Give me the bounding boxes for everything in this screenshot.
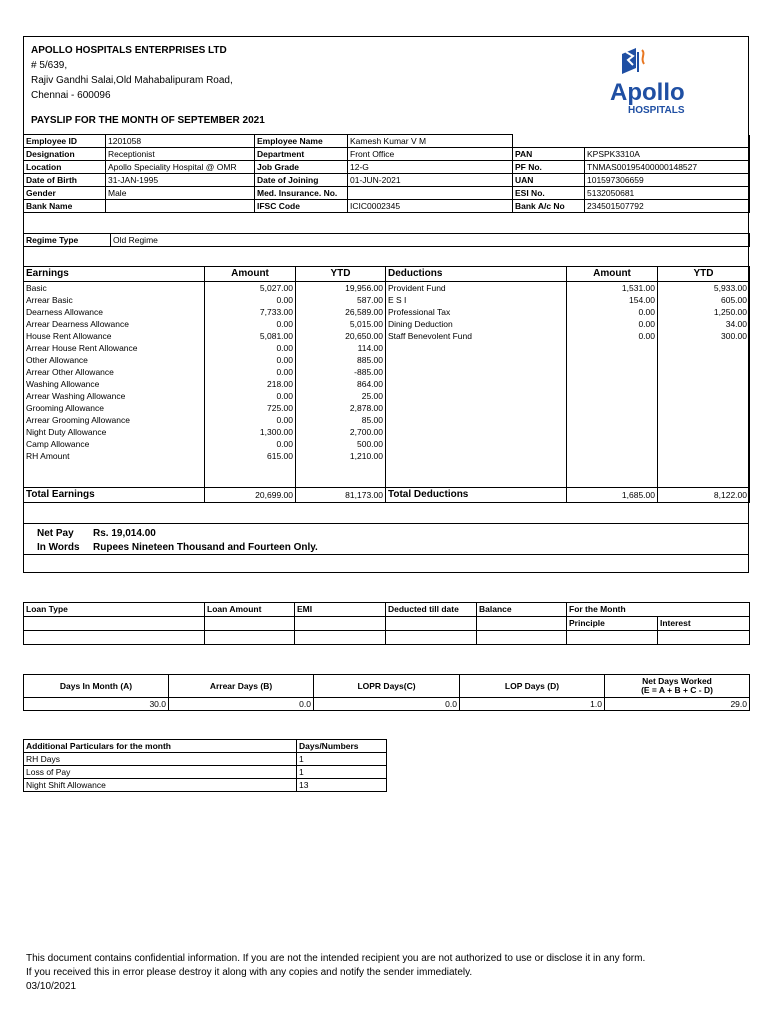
department-label: Department	[255, 148, 348, 161]
regime-label: Regime Type	[24, 234, 111, 247]
deduction-ytd	[658, 378, 750, 390]
total-deductions-amount: 1,685.00	[567, 488, 658, 503]
empty-cell	[296, 462, 386, 488]
apollo-logo	[606, 46, 698, 118]
deduction-amount: 154.00	[567, 294, 658, 306]
empty-cell	[205, 462, 296, 488]
empty-cell	[205, 631, 295, 645]
days-table	[23, 674, 750, 711]
total-earnings-ytd: 81,173.00	[296, 488, 386, 503]
deduction-name	[386, 378, 567, 390]
deduction-amount: 0.00	[567, 306, 658, 318]
table-row	[24, 366, 750, 378]
uan-value: 101597306659	[585, 174, 750, 187]
empty-cell	[24, 462, 205, 488]
deduction-name	[386, 414, 567, 426]
table-row	[24, 330, 750, 342]
company-address-2: Rajiv Gandhi Salai,Old Mahabalipuram Road,	[31, 75, 233, 86]
deductions-amount-header: Amount	[567, 267, 658, 282]
pf-label: PF No.	[513, 161, 585, 174]
additional-value: 1	[297, 753, 387, 766]
table-row	[24, 450, 750, 462]
earning-amount: 218.00	[205, 378, 296, 390]
uan-label: UAN	[513, 174, 585, 187]
table-row	[24, 753, 387, 766]
additional-header-days: Days/Numbers	[297, 740, 387, 753]
additional-value: 13	[297, 779, 387, 792]
earning-amount: 0.00	[205, 342, 296, 354]
deduction-name	[386, 390, 567, 402]
table-row	[24, 354, 750, 366]
earnings-amount-header: Amount	[205, 267, 296, 282]
earning-ytd: 20,650.00	[296, 330, 386, 342]
earning-name: RH Amount	[24, 450, 205, 462]
total-deductions-ytd: 8,122.00	[658, 488, 750, 503]
earning-name: House Rent Allowance	[24, 330, 205, 342]
empty-cell	[24, 631, 205, 645]
account-label: Bank A/c No	[513, 200, 585, 213]
earning-name: Washing Allowance	[24, 378, 205, 390]
esi-value: 5132050681	[585, 187, 750, 200]
deduction-name: E S I	[386, 294, 567, 306]
earning-amount: 7,733.00	[205, 306, 296, 318]
deduction-ytd	[658, 390, 750, 402]
footer-line-2: If you received this in error please destroy it along with any copies and notify the sender immediately.	[26, 967, 473, 978]
additional-header: Additional Particulars for the month	[24, 740, 297, 753]
net-days-header-line1: Net Days Worked	[642, 676, 712, 686]
empty-cell	[567, 631, 658, 645]
deduction-ytd	[658, 402, 750, 414]
regime-value: Old Regime	[111, 234, 750, 247]
company-block	[31, 43, 233, 103]
loan-amount-header: Loan Amount	[205, 603, 295, 617]
deduction-name	[386, 402, 567, 414]
pf-value: TNMAS00195400000148527	[585, 161, 750, 174]
deduction-ytd: 34.00	[658, 318, 750, 330]
employee-name-label: Employee Name	[255, 135, 348, 148]
loan-type-header: Loan Type	[24, 603, 205, 617]
earning-name: Other Allowance	[24, 354, 205, 366]
apollo-logo-icon	[606, 46, 698, 118]
additional-value: 1	[297, 766, 387, 779]
days-in-month-value: 30.0	[24, 698, 169, 711]
job-grade-label: Job Grade	[255, 161, 348, 174]
deduction-amount	[567, 402, 658, 414]
net-pay-value: Rs. 19,014.00	[93, 528, 156, 539]
deduction-name	[386, 450, 567, 462]
company-address-3: Chennai - 600096	[31, 90, 111, 101]
empty-cell	[658, 631, 750, 645]
deduction-name	[386, 438, 567, 450]
earning-ytd: 26,589.00	[296, 306, 386, 318]
table-row	[24, 282, 750, 295]
pan-label: PAN	[513, 148, 585, 161]
net-days-header	[605, 675, 750, 698]
emi-header: EMI	[295, 603, 386, 617]
earning-amount: 0.00	[205, 366, 296, 378]
total-earnings-amount: 20,699.00	[205, 488, 296, 503]
earning-name: Basic	[24, 282, 205, 295]
med-insurance-value	[348, 187, 513, 200]
deduction-amount	[567, 342, 658, 354]
principle-header: Principle	[567, 617, 658, 631]
table-row	[24, 779, 387, 792]
lop-days-value: 1.0	[460, 698, 605, 711]
deduction-name	[386, 354, 567, 366]
deduction-amount: 1,531.00	[567, 282, 658, 295]
pan-value: KPSPK3310A	[585, 148, 750, 161]
lopr-days-header: LOPR Days(C)	[314, 675, 460, 698]
divider	[23, 554, 749, 555]
bank-name-value	[106, 200, 255, 213]
company-name: APOLLO HOSPITALS ENTERPRISES LTD	[31, 45, 227, 56]
earning-ytd: 885.00	[296, 354, 386, 366]
empty-cell	[295, 617, 386, 631]
empty-cell	[205, 617, 295, 631]
balance-header: Balance	[477, 603, 567, 617]
deduction-name: Staff Benevolent Fund	[386, 330, 567, 342]
department-value: Front Office	[348, 148, 513, 161]
empty-cell	[477, 617, 567, 631]
earnings-ytd-header: YTD	[296, 267, 386, 282]
deduction-name	[386, 426, 567, 438]
earning-amount: 5,027.00	[205, 282, 296, 295]
deductions-ytd-header: YTD	[658, 267, 750, 282]
for-month-header: For the Month	[567, 603, 750, 617]
job-grade-value: 12-G	[348, 161, 513, 174]
deducted-header: Deducted till date	[386, 603, 477, 617]
designation-value: Receptionist	[106, 148, 255, 161]
esi-label: ESI No.	[513, 187, 585, 200]
deduction-name	[386, 342, 567, 354]
earning-ytd: 1,210.00	[296, 450, 386, 462]
earning-name: Arrear Washing Allowance	[24, 390, 205, 402]
deduction-ytd	[658, 438, 750, 450]
deduction-amount	[567, 366, 658, 378]
net-days-value: 29.0	[605, 698, 750, 711]
employee-id-label: Employee ID	[24, 135, 106, 148]
earning-name: Grooming Allowance	[24, 402, 205, 414]
earning-amount: 0.00	[205, 390, 296, 402]
total-deductions-label: Total Deductions	[386, 488, 567, 503]
gender-value: Male	[106, 187, 255, 200]
empty-cell	[24, 617, 205, 631]
doj-value: 01-JUN-2021	[348, 174, 513, 187]
earning-amount: 0.00	[205, 318, 296, 330]
dob-label: Date of Birth	[24, 174, 106, 187]
earning-name: Night Duty Allowance	[24, 426, 205, 438]
earning-ytd: 2,700.00	[296, 426, 386, 438]
earning-name: Arrear Grooming Allowance	[24, 414, 205, 426]
gender-label: Gender	[24, 187, 106, 200]
earning-ytd: 19,956.00	[296, 282, 386, 295]
payslip-title: PAYSLIP FOR THE MONTH OF SEPTEMBER 2021	[31, 115, 265, 126]
earning-ytd: 114.00	[296, 342, 386, 354]
location-value: Apollo Speciality Hospital @ OMR	[106, 161, 255, 174]
table-row	[24, 294, 750, 306]
arrear-days-header: Arrear Days (B)	[169, 675, 314, 698]
deduction-amount	[567, 450, 658, 462]
regime-table	[23, 233, 750, 247]
earning-name: Camp Allowance	[24, 438, 205, 450]
in-words-label: In Words	[37, 542, 80, 553]
employee-name-value: Kamesh Kumar V M	[348, 135, 513, 148]
deduction-ytd	[658, 450, 750, 462]
table-row	[24, 318, 750, 330]
dob-value: 31-JAN-1995	[106, 174, 255, 187]
additional-name: Night Shift Allowance	[24, 779, 297, 792]
earning-ytd: 2,878.00	[296, 402, 386, 414]
earning-amount: 0.00	[205, 354, 296, 366]
deduction-name	[386, 366, 567, 378]
earning-ytd: 500.00	[296, 438, 386, 450]
doj-label: Date of Joining	[255, 174, 348, 187]
lop-days-header: LOP Days (D)	[460, 675, 605, 698]
table-row	[24, 438, 750, 450]
footer-date: 03/10/2021	[26, 981, 77, 992]
earning-ytd: 5,015.00	[296, 318, 386, 330]
empty-cell	[513, 135, 585, 148]
earning-name: Dearness Allowance	[24, 306, 205, 318]
table-row	[24, 342, 750, 354]
net-pay-block	[37, 527, 318, 555]
earning-ytd: 85.00	[296, 414, 386, 426]
employee-id-value: 1201058	[106, 135, 255, 148]
earning-name: Arrear Dearness Allowance	[24, 318, 205, 330]
table-row	[24, 766, 387, 779]
empty-cell	[585, 135, 750, 148]
deduction-ytd: 605.00	[658, 294, 750, 306]
empty-cell	[295, 631, 386, 645]
deduction-ytd: 5,933.00	[658, 282, 750, 295]
days-in-month-header: Days In Month (A)	[24, 675, 169, 698]
deduction-name: Dining Deduction	[386, 318, 567, 330]
table-row	[24, 378, 750, 390]
deduction-ytd	[658, 366, 750, 378]
deduction-amount	[567, 390, 658, 402]
empty-cell	[658, 462, 750, 488]
empty-cell	[567, 462, 658, 488]
earning-amount: 1,300.00	[205, 426, 296, 438]
earning-ytd: 25.00	[296, 390, 386, 402]
company-address-1: # 5/639,	[31, 60, 68, 71]
earning-amount: 725.00	[205, 402, 296, 414]
totals-row	[24, 488, 750, 503]
earning-amount: 0.00	[205, 414, 296, 426]
in-words-value: Rupees Nineteen Thousand and Fourteen Only.	[93, 542, 318, 553]
earning-amount: 0.00	[205, 438, 296, 450]
table-row	[24, 390, 750, 402]
deduction-ytd: 1,250.00	[658, 306, 750, 318]
footer	[26, 952, 645, 994]
earning-ytd: -885.00	[296, 366, 386, 378]
deduction-ytd	[658, 354, 750, 366]
arrear-days-value: 0.0	[169, 698, 314, 711]
additional-name: Loss of Pay	[24, 766, 297, 779]
total-earnings-label: Total Earnings	[24, 488, 205, 503]
location-label: Location	[24, 161, 106, 174]
earnings-deductions	[23, 266, 749, 503]
earning-name: Arrear House Rent Allowance	[24, 342, 205, 354]
table-row	[24, 414, 750, 426]
earning-name: Arrear Basic	[24, 294, 205, 306]
deduction-ytd	[658, 414, 750, 426]
earning-amount: 0.00	[205, 294, 296, 306]
deduction-ytd: 300.00	[658, 330, 750, 342]
ifsc-label: IFSC Code	[255, 200, 348, 213]
empty-cell	[386, 631, 477, 645]
net-pay-spacer	[23, 503, 749, 524]
deduction-amount	[567, 378, 658, 390]
lopr-days-value: 0.0	[314, 698, 460, 711]
empty-cell	[386, 617, 477, 631]
account-value: 234501507792	[585, 200, 750, 213]
earnings-header: Earnings	[24, 267, 205, 282]
earning-amount: 615.00	[205, 450, 296, 462]
deduction-amount	[567, 414, 658, 426]
footer-line-1: This document contains confidential information. If you are not the intended recipient you are not authorized to use or disclose it in any form.	[26, 953, 646, 964]
deduction-amount: 0.00	[567, 330, 658, 342]
earning-ytd: 864.00	[296, 378, 386, 390]
earning-ytd: 587.00	[296, 294, 386, 306]
deduction-ytd	[658, 426, 750, 438]
employee-info-table	[23, 134, 750, 213]
deductions-header: Deductions	[386, 267, 567, 282]
deduction-amount	[567, 354, 658, 366]
svg-text:Apollo: Apollo	[610, 79, 685, 106]
table-row	[24, 306, 750, 318]
med-insurance-label: Med. Insurance. No.	[255, 187, 348, 200]
designation-label: Designation	[24, 148, 106, 161]
empty-cell	[477, 631, 567, 645]
table-row	[24, 426, 750, 438]
net-pay-label: Net Pay	[37, 528, 74, 539]
deduction-name: Provident Fund	[386, 282, 567, 295]
bank-name-label: Bank Name	[24, 200, 106, 213]
earnings-deductions-table	[23, 266, 750, 503]
ifsc-value: ICIC0002345	[348, 200, 513, 213]
deduction-amount	[567, 426, 658, 438]
earning-name: Arrear Other Allowance	[24, 366, 205, 378]
empty-cell	[386, 462, 567, 488]
additional-name: RH Days	[24, 753, 297, 766]
earning-amount: 5,081.00	[205, 330, 296, 342]
net-days-header-line2: (E = A + B + C - D)	[641, 685, 713, 695]
deduction-name: Professional Tax	[386, 306, 567, 318]
table-row	[24, 402, 750, 414]
loan-table	[23, 602, 750, 645]
svg-text:HOSPITALS: HOSPITALS	[628, 105, 685, 116]
interest-header: Interest	[658, 617, 750, 631]
deduction-amount: 0.00	[567, 318, 658, 330]
additional-particulars-table	[23, 739, 387, 792]
deduction-amount	[567, 438, 658, 450]
deduction-ytd	[658, 342, 750, 354]
